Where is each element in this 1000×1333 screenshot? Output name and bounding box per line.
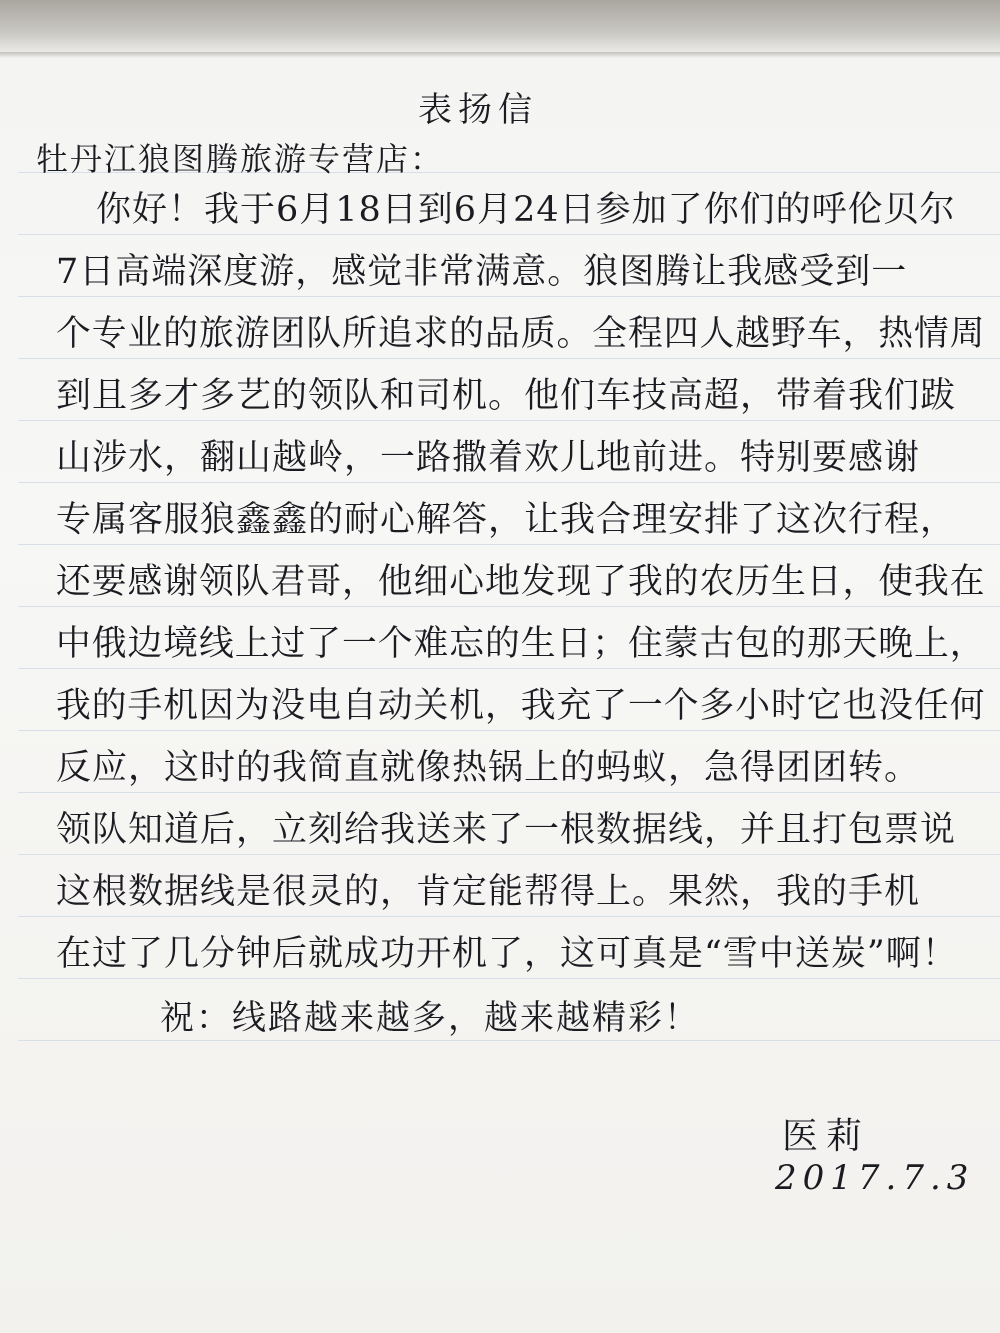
- body-line: 专属客服狼鑫鑫的耐心解答，让我合理安排了这次行程，: [56, 500, 957, 540]
- body-line: 个专业的旅游团队所追求的品质。全程四人越野车，热情周: [56, 314, 986, 354]
- letter-title: 表扬信: [418, 90, 538, 130]
- body-line: 还要感谢领队君哥，他细心地发现了我的农历生日，使我在: [56, 562, 986, 602]
- body-line: 7日高端深度游，感觉非常满意。狼图腾让我感受到一: [56, 252, 908, 292]
- body-line: 领队知道后，立刻给我送来了一根数据线，并且打包票说: [56, 810, 957, 850]
- ruled-line: [18, 358, 1000, 359]
- letter-salutation: 牡丹江狼图腾旅游专营店：: [36, 140, 445, 178]
- body-line: 在过了几分钟后就成功开机了，这可真是“雪中送炭”啊！: [56, 934, 958, 974]
- ruled-line: [18, 296, 1000, 297]
- ruled-line: [18, 854, 1000, 855]
- page-top-edge: [0, 52, 1000, 58]
- body-line: 山涉水，翻山越岭，一路撒着欢儿地前进。特别要感谢: [56, 438, 921, 478]
- body-line: 我的手机因为没电自动关机，我充了一个多小时它也没任何: [56, 686, 986, 726]
- ruled-line: [18, 792, 1000, 793]
- ruled-line: [18, 1040, 1000, 1041]
- ruled-line: [18, 668, 1000, 669]
- body-line: 到且多才多艺的领队和司机。他们车技高超，带着我们跋: [56, 376, 957, 416]
- body-line: 这根数据线是很灵的，肯定能帮得上。果然，我的手机: [56, 872, 921, 912]
- letter-closing: 祝：线路越来越多，越来越精彩！: [160, 998, 700, 1038]
- ruled-line: [18, 234, 1000, 235]
- ruled-line: [18, 730, 1000, 731]
- letter-signature: 医莉: [782, 1116, 871, 1157]
- page-top-shadow: [0, 0, 1000, 58]
- ruled-line: [18, 606, 1000, 607]
- body-line: 中俄边境线上过了一个难忘的生日；住蒙古包的那天晚上，: [56, 624, 986, 664]
- ruled-line: [18, 978, 1000, 979]
- body-line: 反应，这时的我简直就像热锅上的蚂蚁，急得团团转。: [56, 748, 921, 788]
- ruled-line: [18, 916, 1000, 917]
- letter-date: 2017.7.3: [775, 1158, 975, 1198]
- ruled-line: [18, 544, 1000, 545]
- ruled-line: [18, 420, 1000, 421]
- body-line: 你好！我于6月18日到6月24日参加了你们的呼伦贝尔: [96, 190, 956, 230]
- ruled-line: [18, 482, 1000, 483]
